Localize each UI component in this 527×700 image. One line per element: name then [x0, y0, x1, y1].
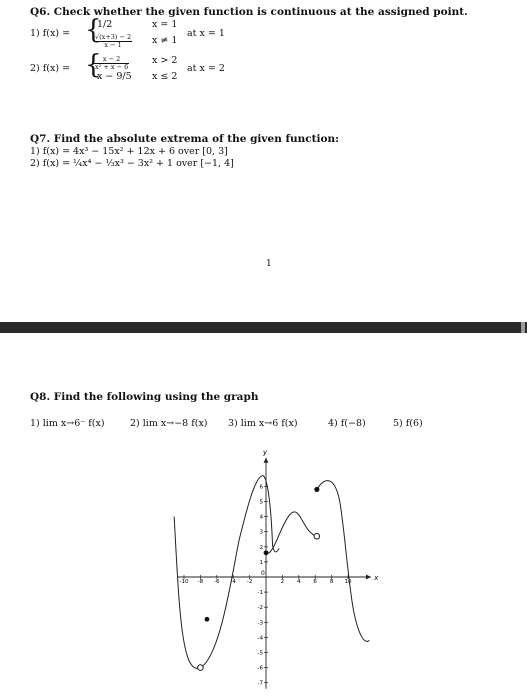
y-tick-label: -4: [257, 635, 263, 642]
y-tick-label: 6: [259, 484, 263, 491]
x-tick-label: -6: [214, 579, 220, 586]
x-tick-label: 8: [329, 579, 334, 586]
y-tick-label: -5: [257, 650, 263, 657]
y-tick-label: -3: [257, 620, 263, 627]
open-point-right: [314, 533, 320, 539]
q6-part1-case1-condition: x = 1: [152, 19, 178, 30]
y-axis-arrow: [264, 458, 269, 463]
fraction-denominator: x² + x − 6: [95, 63, 129, 71]
x-tick-label: 0: [261, 570, 265, 577]
closed-point-y-intercept: [264, 550, 269, 555]
fraction-numerator: √(x+3) − 2: [95, 33, 132, 41]
q6-part2-point: at x = 2: [187, 63, 225, 74]
x-tick-label: 2: [280, 579, 285, 586]
y-tick-label: 1: [259, 559, 263, 566]
q7-part1: 1) f(x) = 4x³ − 15x² + 12x + 6 over [0, 3]: [30, 146, 228, 157]
x-tick-label: -4: [230, 579, 236, 586]
open-point-min: [198, 665, 204, 671]
q6-part1-label: 1) f(x) =: [30, 28, 71, 39]
curve-middle-branch: [266, 512, 317, 554]
q8-part1: 1) lim x→6⁻ f(x): [30, 418, 105, 429]
y-tick-label: -2: [257, 605, 263, 612]
q6-part2-case2-value: x − 9/5: [97, 71, 132, 82]
y-tick-label: -1: [257, 590, 263, 597]
x-tick-label: -10: [179, 579, 189, 586]
q6-part2-brace: {: [85, 50, 102, 80]
q6-part2-case1-condition: x > 2: [152, 55, 178, 66]
y-axis-label: y: [263, 448, 268, 457]
x-axis-arrow: [366, 575, 371, 580]
q6-title: Q6. Check whether the given function is continuous at the assigned point.: [30, 6, 468, 18]
x-tick-label: -2: [246, 579, 253, 586]
curve-right-branch: [317, 481, 369, 642]
x-tick-label: 10: [344, 579, 352, 586]
q7-part2: 2) f(x) = ¼x⁴ − ⅓x³ − 3x² + 1 over [−1, 4]: [30, 158, 234, 169]
y-tick-label: 5: [259, 499, 263, 506]
closed-point-isolated: [205, 617, 210, 622]
q6-part1-point: at x = 1: [187, 28, 225, 39]
q6-part1-case2-condition: x ≠ 1: [152, 35, 178, 46]
fraction-numerator: x − 2: [94, 56, 129, 64]
x-axis-label: x: [374, 574, 379, 582]
q8-part3: 3) lim x→6 f(x): [228, 418, 298, 429]
q8-title: Q8. Find the following using the graph: [30, 391, 259, 403]
q8-part4: 4) f(−8): [328, 418, 366, 429]
q6-part1-case1-value: 1/2: [97, 19, 113, 30]
fraction-denominator: x − 1: [104, 41, 122, 49]
graph-curves: [174, 476, 369, 669]
y-tick-label: 3: [259, 529, 263, 536]
q6-part2-label: 2) f(x) =: [30, 63, 71, 74]
y-tick-label: 2: [259, 544, 263, 551]
y-tick-label: -7: [257, 680, 263, 687]
q7-title: Q7. Find the absolute extrema of the given function:: [30, 133, 340, 145]
x-tick-label: 4: [297, 579, 301, 586]
page-number: 1: [266, 259, 272, 269]
q8-part5: 5) f(6): [393, 418, 423, 429]
q8-part2: 2) lim x→−8 f(x): [130, 418, 208, 429]
graph-axes: [177, 449, 379, 689]
x-tick-label: -8: [197, 579, 204, 586]
y-tick-label: 4: [259, 514, 263, 521]
closed-point-right: [314, 487, 319, 492]
q6-part1-brace: {: [85, 15, 102, 45]
q6-part2-case2-condition: x ≤ 2: [152, 71, 178, 82]
y-tick-label: -6: [257, 665, 263, 672]
x-tick-label: 6: [313, 579, 317, 586]
